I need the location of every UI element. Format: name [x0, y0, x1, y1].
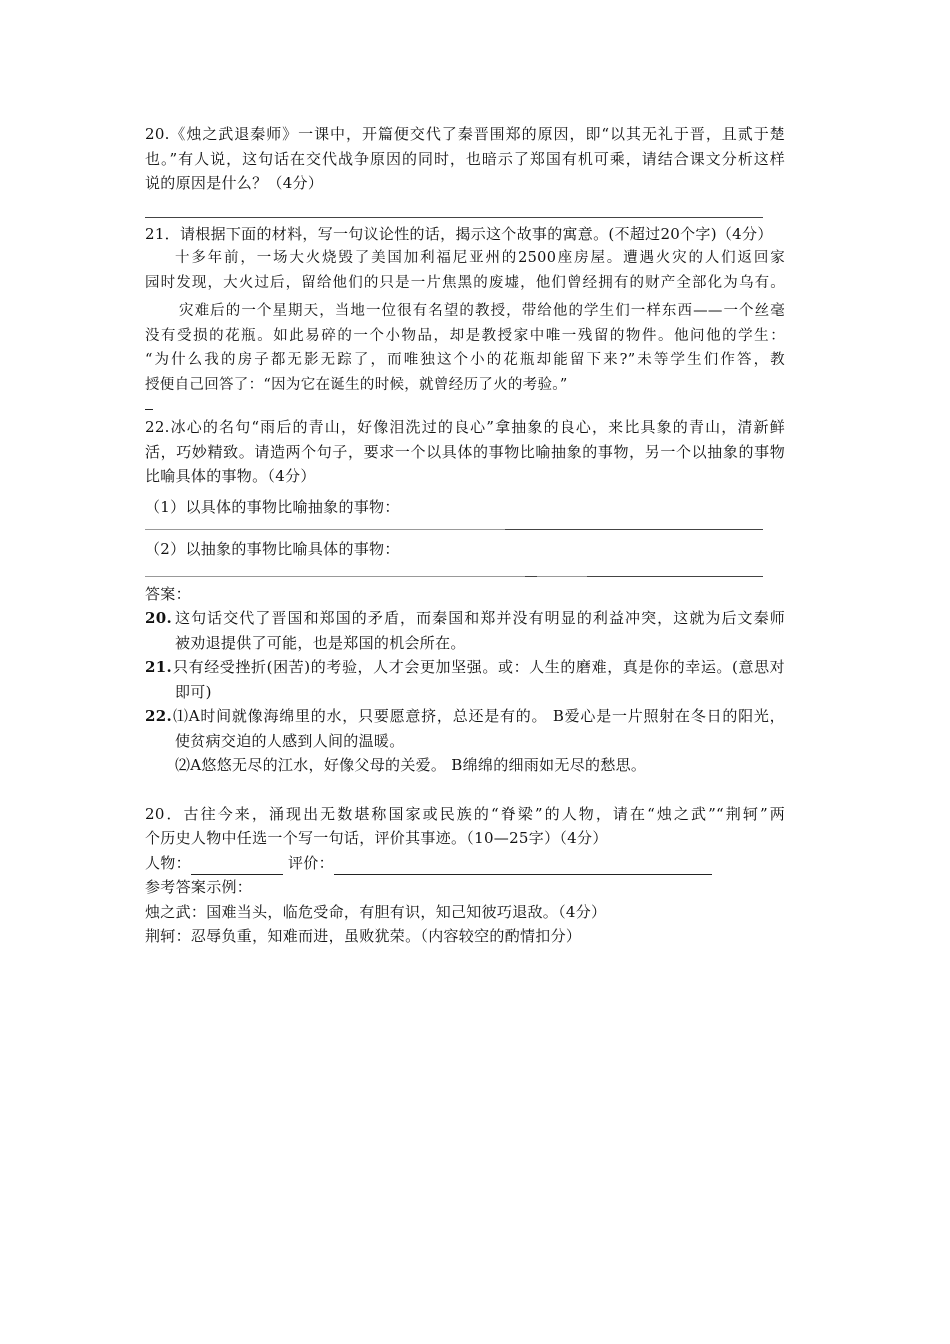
answer-line-text: ⑵A悠悠无尽的江水，好像父母的关爱。 B绵绵的细雨如无尽的愁思。: [175, 756, 647, 774]
answer-line-text: 即可): [175, 682, 212, 701]
story-line: 园时发现，大火过后，留给他们的只是一片焦黑的废墟，他们曾经拥有的财产全部化为乌有。: [145, 274, 785, 291]
story-line: 没有受损的花瓶。如此易碎的一个小物品，却是教授家中唯一残留的物件。他问他的学生：: [145, 327, 785, 344]
answer-20: [145, 606, 785, 655]
question-22: [145, 415, 785, 578]
question-20-line: 也。”有人说，这句话在交代战争原因的同时，也暗示了郑国有机可乘，请结合课文分析这样: [145, 149, 785, 168]
answer-number: 22.: [145, 707, 172, 725]
fill-in-row: [145, 851, 785, 876]
question-21-prompt: 21．请根据下面的材料，写一句议论性的话，揭示这个故事的寓意。(不超过20个字)（4分）: [145, 224, 773, 243]
answer-line-text: ⑴A时间就像海绵里的水，只要愿意挤，总还是有的。 B爱心是一片照射在冬日的阳光，: [173, 707, 785, 725]
story-line: “为什么我的房子都无影无踪了，而唯独这个小的花瓶却能留下来?”未等学生们作答，教: [145, 352, 785, 368]
question-22-sub2: （2）以抽象的事物比喻具体的事物：: [145, 540, 400, 558]
question-20: [145, 122, 785, 196]
answer-number: 20.: [145, 609, 172, 627]
eval-label: 评价：: [287, 853, 334, 872]
story-line: 十多年前，一场大火烧毁了美国加利福尼亚州的2500座房屋。遭遇火灾的人们返回家: [175, 250, 785, 266]
answer-line: [145, 576, 763, 578]
document-page: [145, 122, 785, 949]
answer-line-text: 使贫病交迫的人感到人间的温暖。: [175, 731, 405, 750]
question-22-sub1: （1）以具体的事物比喻抽象的事物：: [145, 497, 400, 516]
answer-line-text: 被劝退提供了可能，也是郑国的机会所在。: [175, 633, 466, 652]
question-21: [145, 222, 785, 411]
story-line: 授便自己回答了：“因为它在诞生的时候，就曾经历了火的考验。”: [145, 376, 568, 393]
question-line: 个历史人物中任选一个写一句话，评价其事迹。（10—25字）（4分）: [145, 829, 608, 847]
answer-line-text: 只有经受挫折(困苦)的考验，人才会更加坚强。或：人生的磨难，真是你的幸运。(意思对: [173, 658, 785, 676]
person-blank: [191, 857, 283, 875]
person-label: 人物：: [145, 853, 191, 872]
story-line: 灾难后的一个星期天，当地一位很有名望的教授，带给他的学生们一样东西——一个丝毫: [179, 303, 785, 319]
reference-answer: 荆轲：忍辱负重，知难而进，虽败犹荣。（内容较空的酌情扣分）: [145, 927, 582, 945]
reference-heading: 参考答案示例：: [145, 878, 253, 896]
eval-blank: [334, 857, 712, 875]
answer-21: [145, 655, 785, 704]
question-line: 20．古往今来，涌现出无数堪称国家或民族的“脊梁”的人物，请在“烛之武”“荆轲”两: [145, 804, 785, 823]
question-20-second: [145, 802, 785, 949]
question-22-line: 比喻具体的事物。（4分）: [145, 467, 316, 485]
answers-heading: 答案：: [145, 584, 191, 603]
answer-number: 21.: [145, 658, 172, 676]
question-20-line: 20.《烛之武退秦师》一课中，开篇便交代了秦晋围郑的原因，即“以其无礼于晋，且贰于楚: [145, 125, 785, 143]
answer-line: [145, 529, 763, 531]
question-20-line: 说的原因是什么？（4分）: [145, 174, 324, 192]
answer-22: [145, 704, 785, 778]
reference-answer: 烛之武：国难当头，临危受命，有胆有识，知己知彼巧退敌。（4分）: [145, 902, 607, 921]
question-22-line: 22.冰心的名句“雨后的青山，好像泪洗过的良心”拿抽象的良心，来比具象的青山，清新鲜: [145, 418, 785, 436]
question-22-line: 活，巧妙精致。请造两个句子，要求一个以具体的事物比喻抽象的事物，另一个以抽象的事物: [145, 442, 785, 461]
answer-line-text: 这句话交代了晋国和郑国的矛盾，而秦国和郑并没有明显的利益冲突，这就为后文秦师: [175, 609, 785, 627]
answers-section: [145, 582, 785, 778]
